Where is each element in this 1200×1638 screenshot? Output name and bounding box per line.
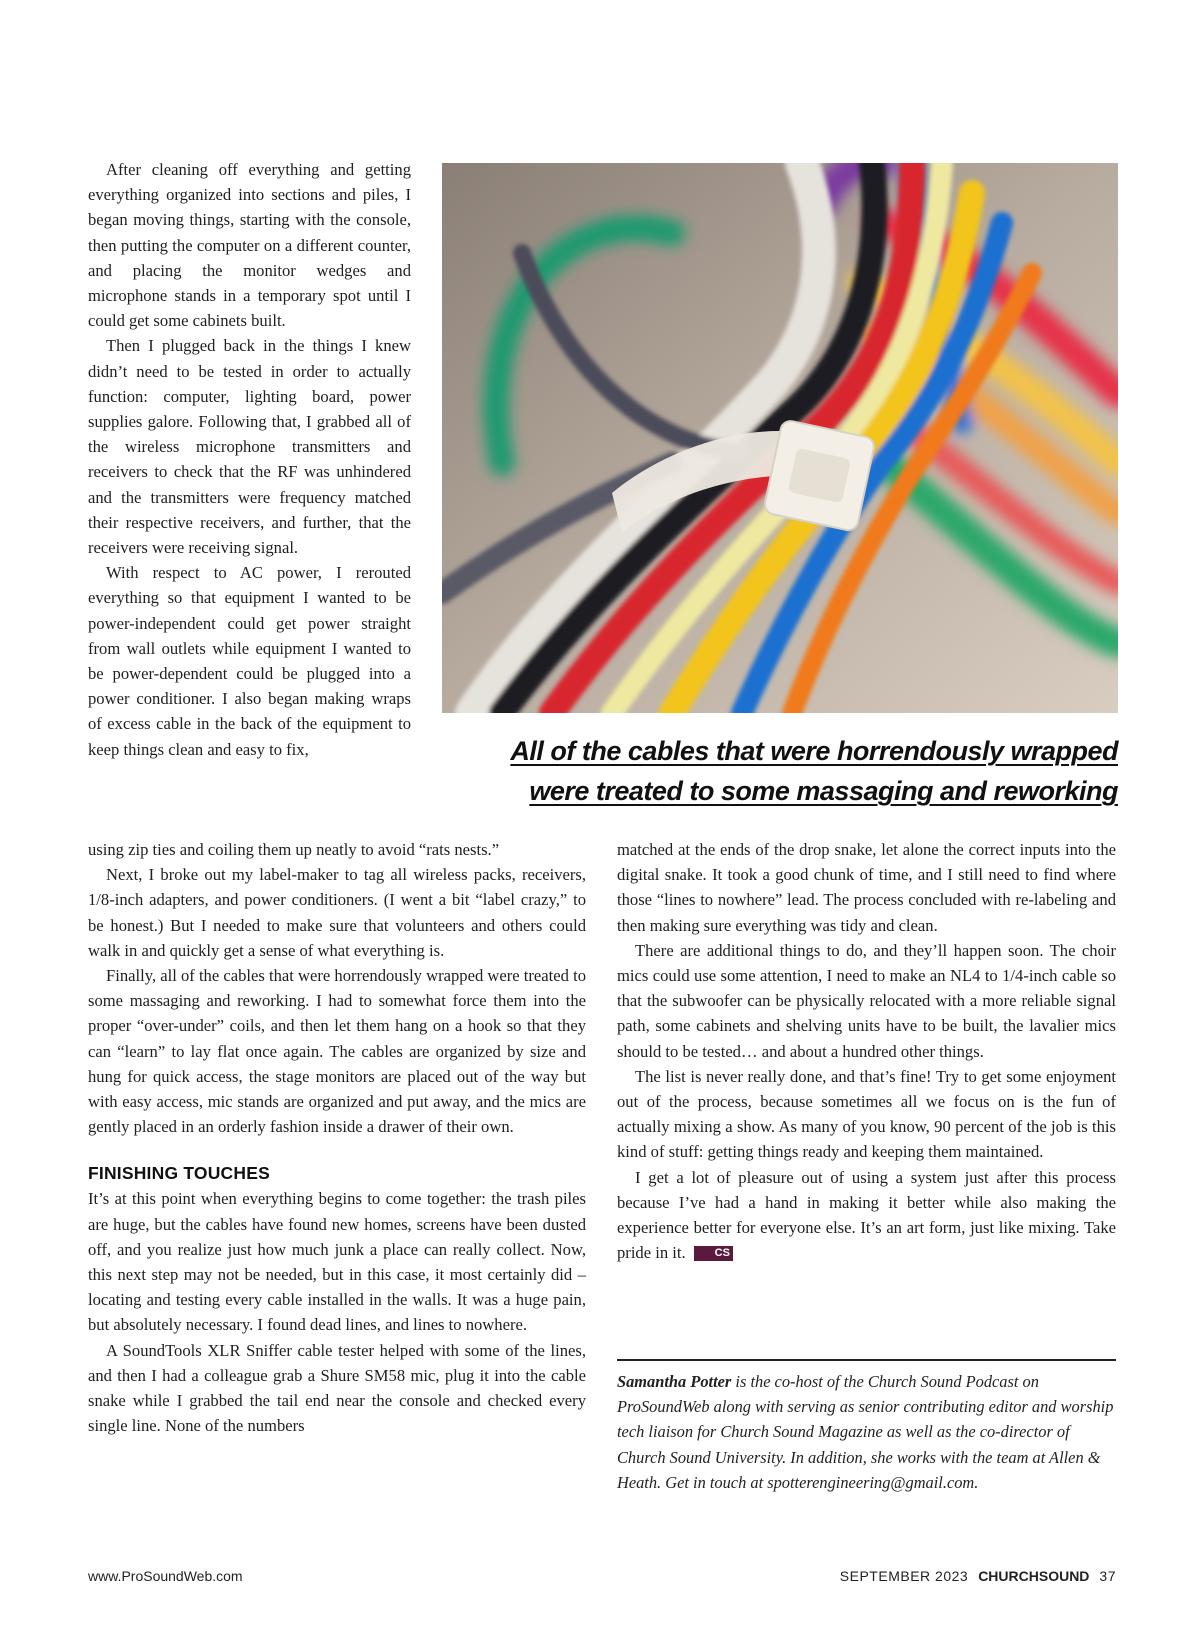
paragraph-continuation: using zip ties and coiling them up neatly to avoid “rats nests.”	[88, 840, 500, 859]
paragraph: Finally, all of the cables that were horrendously wrapped were treated to some massaging and reworking. I had to somewhat force them into the proper “over-under” coils, and then let them hang on a hook so that they can “learn” to lay flat once again. The cables are organized by size and hung for quick access, the stage monitors are placed out of the way but with easy access, mic stands are organized and put away, and the mics are gently placed in an orderly fashion inside a drawer of their own.	[88, 966, 586, 1137]
paragraph: After cleaning off everything and getting everything organized into sections and piles, I began moving things, starting with the console, then putting the computer on a different counter, and placing the monitor wedges and microphone stands in a temporary spot until I could get some cabinets built.	[88, 160, 411, 331]
paragraph: With respect to AC power, I rerouted everything so that equipment I wanted to be power-independent could get power straight from wall outlets while equipment I wanted to be power-dependent could be plugged into a power conditioner. I also began making wraps of excess cable in the back of the equipment to keep things clean and easy to fix,	[88, 563, 411, 759]
magazine-name: CHURCHSOUND	[978, 1568, 1090, 1584]
paragraph: There are additional things to do, and they’ll happen soon. The choir mics could use some attention, I need to make an NL4 to 1/4-inch cable so that the subwoofer can be physically relocated with a more reliable signal path, some cabinets and shelving units have to be built, the lavalier mics should to be tested… and about a hundred other things.	[617, 940, 1116, 1061]
author-bio	[617, 1359, 1116, 1495]
paragraph: Then I plugged back in the things I knew didn’t need to be tested in order to actually function: computer, lighting board, power supplies galore. Following that, I grabbed all of the wireless microphone transmitters and receivers to check that the RF was unhindered and the transmitters were frequency matched their respective receivers, and further, that the receivers were receiving signal.	[88, 336, 411, 558]
issue-date: SEPTEMBER 2023	[839, 1568, 969, 1584]
paragraph: Next, I broke out my label-maker to tag all wireless packs, receivers, 1/8-inch adapters, and power conditioners. (I went a bit “label crazy,” to be honest.) But I needed to make sure that volunteers and others could walk in and quickly get a sense of what everything is.	[88, 865, 586, 960]
author-bio-text: is the co-host of the Church Sound Podcast on ProSoundWeb along with serving as senior contributing editor and worship tech liaison for Church Sound Magazine as well as the co-director of Church Sound University. In addition, she works with the team at Allen & Heath. Get in touch at spotterengineering@gmail.com.	[617, 1372, 1114, 1492]
caption-line: were treated to some massaging and reworking	[529, 776, 1118, 806]
paragraph	[617, 1165, 1116, 1266]
paragraph: The list is never really done, and that’s fine! Try to get some enjoyment out of the process, because sometimes all we focus on is the fun of actually mixing a show. As many of you know, 90 percent of the job is this kind of stuff: getting things ready and keeping them maintained.	[617, 1066, 1116, 1162]
end-mark-icon: CS	[694, 1246, 733, 1261]
author-name: Samantha Potter	[617, 1372, 732, 1391]
footer-website: www.ProSoundWeb.com	[88, 1568, 243, 1584]
paragraph-continuation: matched at the ends of the drop snake, let alone the correct inputs into the digital snake. It took a good chunk of time, and I still need to find where those “lines to nowhere” lead. The process concluded with re-labeling and then making sure everything was tidy and clean.	[617, 840, 1116, 935]
last-paragraph-text: I get a lot of pleasure out of using a system just after this process because I’ve had a hand in making it better while also making the experience better for everyone else. It’s an art form, just like mixing. Take pride in it.	[617, 1167, 1116, 1263]
paragraph: A SoundTools XLR Sniffer cable tester helped with some of the lines, and then I had a colleague grab a Shure SM58 mic, plug it into the cable snake while I grabbed the tail end near the console and checked every single line. None of the numbers	[88, 1340, 586, 1436]
page-number: 37	[1099, 1568, 1116, 1584]
section-subhead: FINISHING TOUCHES	[88, 1163, 270, 1184]
right-column	[617, 837, 1116, 1265]
photo-caption	[442, 731, 1118, 811]
footer-issue	[840, 1568, 1116, 1584]
left-column-bottom	[88, 837, 586, 1438]
cable-bundle-photo	[442, 163, 1118, 713]
paragraph: It’s at this point when everything begins to come together: the trash piles are huge, but the cables have found new homes, screens have been dusted off, and you realize just how much junk a place can really collect. Now, this next step may not be needed, but in this case, it most certainly did – locating and testing every cable installed in the walls. It was a huge pain, but absolutely necessary. I found dead lines, and lines to nowhere.	[88, 1189, 586, 1335]
left-column-top	[88, 157, 411, 762]
caption-line: All of the cables that were horrendously wrapped	[510, 736, 1118, 766]
